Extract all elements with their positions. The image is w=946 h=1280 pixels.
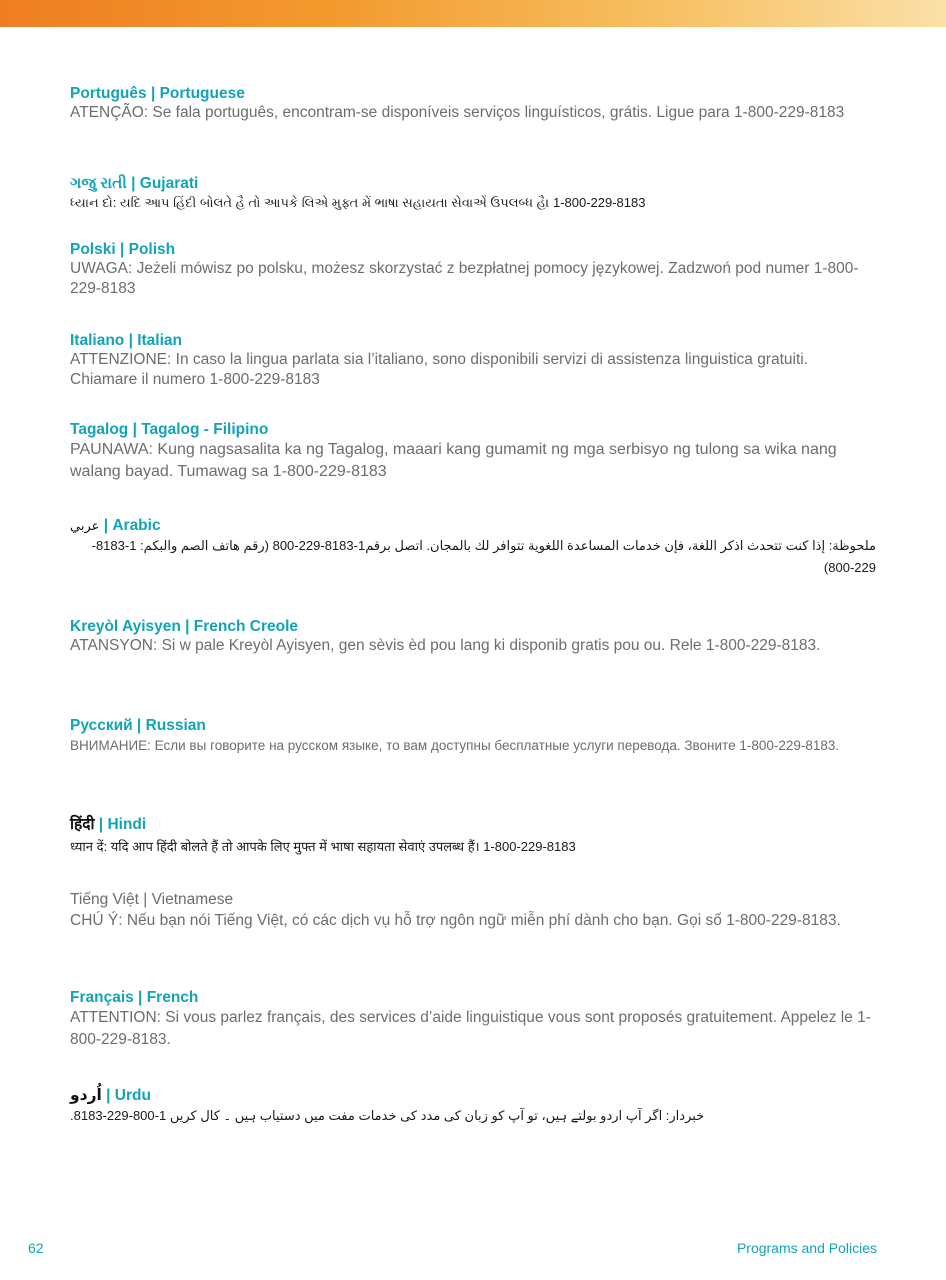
section-urdu: [70, 1086, 876, 1127]
section-text: ملحوظة: إذا كنت تتحدث اذكر اللغة، فإن خدمات المساعدة اللغوية تتوافر لك بالمجان. اتصل برقم1-8183-229-800 (رقم هاتف الصم والبكم: 1-8183-229-800): [91, 538, 876, 575]
section-heading: Tiếng Việt | Vietnamese: [70, 891, 234, 908]
section-french: [70, 988, 876, 1051]
section-vietnamese: [70, 890, 876, 932]
section-heading: Français | French: [70, 989, 199, 1006]
section-text: ATTENTION: Si vous parlez français, des services d’aide linguistique vous sont proposés gratuitement. Appelez le 1-800-229-8183.: [70, 1009, 871, 1048]
section-heading: Русский | Russian: [70, 717, 206, 734]
section-hindi: [70, 815, 876, 860]
heading-english: | Arabic: [99, 517, 161, 534]
section-portuguese: [70, 84, 876, 123]
section-heading: Português | Portuguese: [70, 85, 245, 102]
section-arabic: [70, 516, 876, 579]
heading-english: | Hindi: [94, 816, 147, 833]
footer-title: Programs and Policies: [736, 1240, 877, 1256]
section-text: UWAGA: Jeżeli mówisz po polsku, możesz skorzystać z bezpłatnej pomocy językowej. Zadzwoń pod numer 1-800-229-8183: [70, 260, 859, 297]
top-accent-bar: [0, 0, 946, 27]
heading-english: | Gujarati: [126, 175, 199, 192]
section-heading: Polski | Polish: [70, 241, 176, 258]
section-heading: Tagalog | Tagalog - Filipino: [70, 421, 269, 438]
section-text: خبردار: اگر آپ اردو بولتے ہیں، تو آپ کو زبان کی مدد کی خدمات مفت میں دستیاب ہیں ۔ کال کریں 1-800-229-8183.: [70, 1108, 705, 1123]
section-french-creole: [70, 617, 876, 656]
section-russian: [70, 716, 876, 757]
section-tagalog: [70, 420, 876, 483]
section-heading: [70, 815, 876, 834]
section-polish: [70, 240, 876, 299]
heading-native: ગજુ રાતી: [70, 175, 127, 192]
section-heading: [70, 1086, 876, 1105]
section-text: ATTENZIONE: In caso la lingua parlata sia l’italiano, sono disponibili servizi di assistenza linguistica gratuiti. Chiamare il numero 1-800-229-8183: [70, 351, 809, 388]
section-italian: [70, 331, 876, 390]
section-text: ВНИМАНИЕ: Если вы говорите на русском языке, то вам доступны бесплатные услуги перевода. Звоните 1-800-229-8183.: [70, 738, 840, 753]
section-text: ધ્યાન દો: યદિ આપ હિંદી બોલતે હૈ તો આપકે લિએ મુફ્ત મેં ભાષા સહાયતા સેવાએં ઉપલબ્ધ હૈ। 1-800-229-8183: [70, 195, 646, 210]
section-heading: [70, 174, 876, 193]
heading-english: | Urdu: [101, 1087, 151, 1104]
section-heading: Italiano | Italian: [70, 332, 182, 349]
section-text: CHÚ Ý: Nếu bạn nói Tiếng Việt, có các dịch vụ hỗ trợ ngôn ngữ miễn phí dành cho bạn. Gọi số 1-800-229-8183.: [70, 912, 841, 929]
section-text: ATANSYON: Si w pale Kreyòl Ayisyen, gen sèvis èd pou lang ki disponib gratis pou ou. Rele 1-800-229-8183.: [70, 637, 821, 654]
heading-native: اُردو: [70, 1087, 102, 1104]
page-number: 62: [28, 1240, 44, 1256]
heading-native: हिंदी: [70, 816, 95, 833]
heading-native: عربي: [70, 518, 100, 533]
section-heading: Kreyòl Ayisyen | French Creole: [70, 618, 299, 635]
section-heading: [70, 516, 876, 535]
section-text: ATENÇÃO: Se fala português, encontram-se disponíveis serviços linguísticos, grátis. Ligue para 1-800-229-8183: [70, 104, 845, 121]
section-text: ध्यान दें: यदि आप हिंदी बोलते हैं तो आपके लिए मुफ्त में भाषा सहायता सेवाएं उपलब्ध हैं। 1-800-229-8183: [70, 839, 576, 854]
section-text: PAUNAWA: Kung nagsasalita ka ng Tagalog, maaari kang gumamit ng mga serbisyo ng tulong sa wika nang walang bayad. Tumawag sa 1-800-229-8183: [70, 441, 837, 480]
section-gujarati: [70, 174, 876, 213]
